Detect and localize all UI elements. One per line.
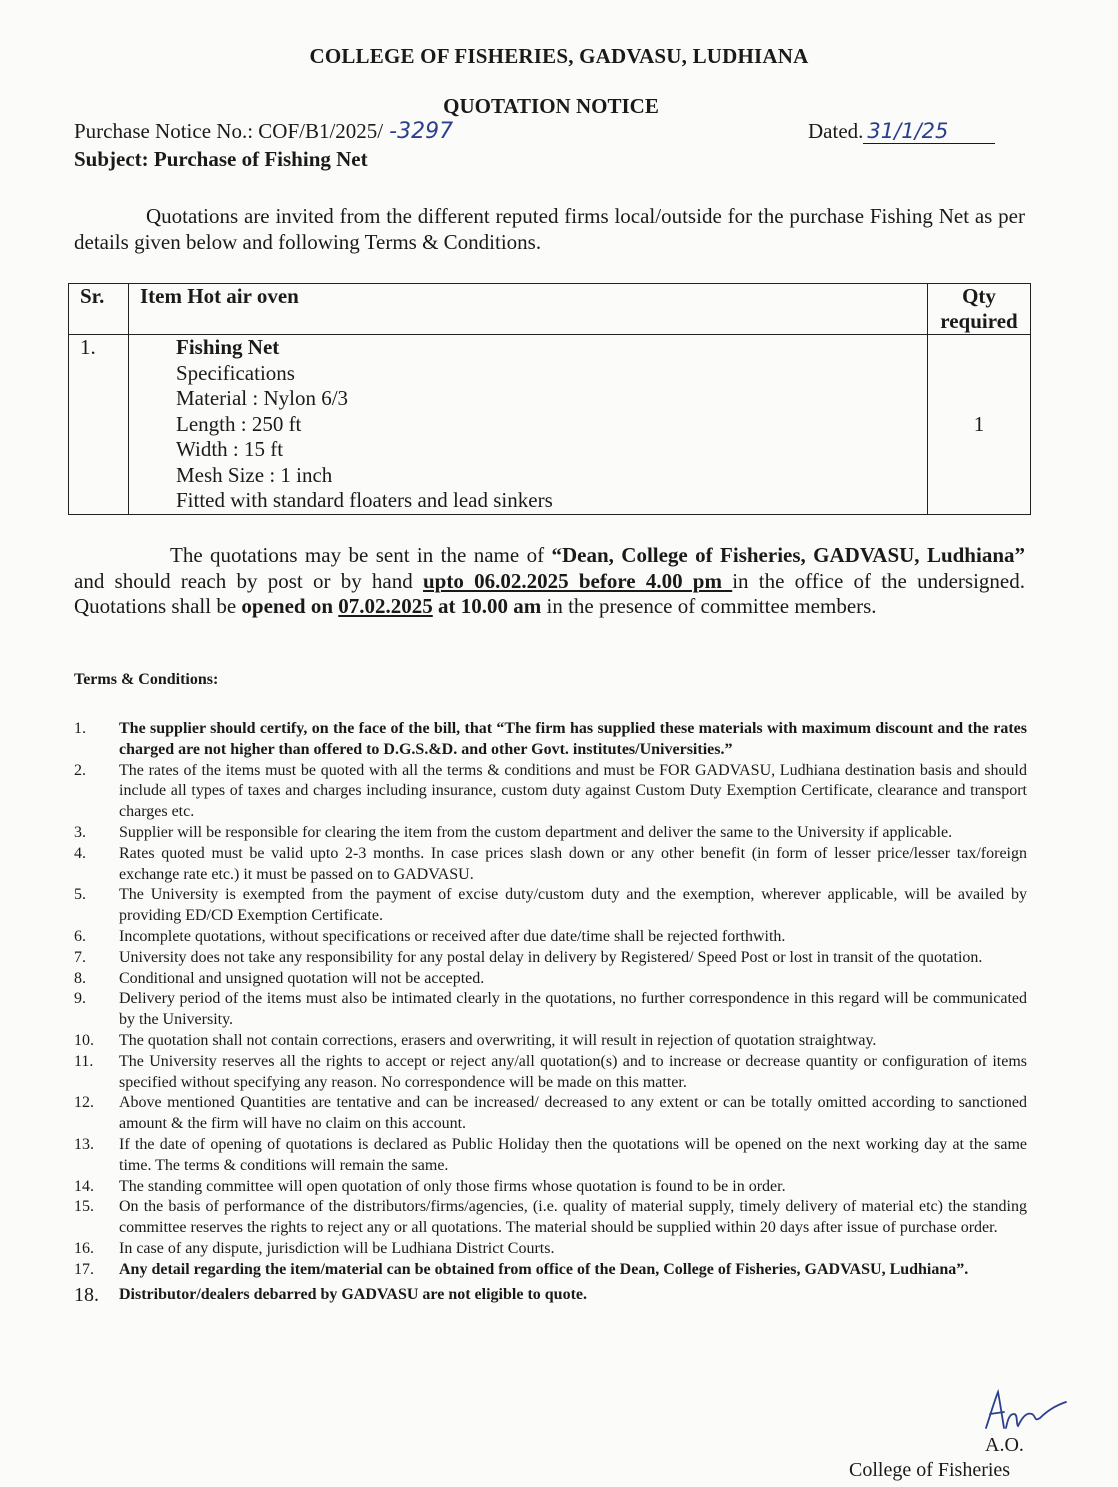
subject-line: Subject: Purchase of Fishing Net (74, 147, 368, 171)
term-item (74, 927, 1027, 948)
college-heading: COLLEGE OF FISHERIES, GADVASU, LUDHIANA (309, 44, 809, 68)
term-text: Distributor/dealers debarred by GADVASU are not eligible to quote. (119, 1285, 587, 1303)
term-number: 10. (74, 1031, 94, 1049)
term-item (74, 1093, 1027, 1135)
term-item (74, 719, 1027, 761)
submission-deadline: upto 06.02.2025 before 4.00 pm (423, 568, 733, 593)
term-text: University does not take any responsibility for any postal delay in delivery by Registered/ Speed Post or lost in transit of the quotation. (119, 948, 983, 966)
term-number: 8. (74, 969, 86, 987)
term-item (74, 1285, 1027, 1306)
term-item (74, 1135, 1027, 1177)
term-item (74, 1260, 1027, 1281)
term-text: The University is exempted from the payment of excise duty/custom duty and the exemption, wherever applicable, will be availed by providing ED/CD Exemption Certificate. (119, 886, 1027, 925)
qty-value: 1 (973, 412, 985, 436)
signature (980, 1388, 1070, 1439)
term-text: Supplier will be responsible for clearing the item from the custom department and deliver the same to the University if applicable. (119, 823, 953, 841)
submission-t3: and should reach by post or by hand (74, 568, 423, 593)
table-row (69, 335, 1031, 515)
term-item (74, 989, 1027, 1031)
term-text: The standing committee will open quotation of only those firms whose quotation is found to be in order. (119, 1177, 786, 1195)
col-header-sr: Sr. (69, 284, 129, 335)
term-text: The quotation shall not contain corrections, erasers and overwriting, it will result in rejection of quotation straightway. (119, 1031, 877, 1049)
term-number: 7. (74, 948, 86, 966)
submission-addressee: “Dean, College of Fisheries, GADVASU, Ludhiana” (551, 543, 1025, 567)
intro-paragraph (74, 203, 1025, 255)
items-table (68, 283, 1031, 515)
term-number: 17. (74, 1260, 94, 1278)
term-item (74, 844, 1027, 886)
cell-item (129, 335, 928, 515)
spec-mesh-size: Mesh Size : 1 inch (176, 462, 333, 487)
notice-title: QUOTATION NOTICE (443, 94, 659, 118)
spec-fittings: Fitted with standard floaters and lead sinkers (176, 488, 553, 512)
item-name: Fishing Net (176, 335, 280, 359)
term-number: 18. (74, 1283, 99, 1306)
term-item (74, 1177, 1027, 1198)
term-item (74, 823, 1027, 844)
term-item (74, 948, 1027, 969)
term-text: Rates quoted must be valid upto 2-3 months. In case prices slash down or any other benefit (in form of lesser price/lesser tax/foreign exchange rate etc.) it must be passed on to GADVASU. (119, 844, 1027, 883)
term-text: Conditional and unsigned quotation will not be accepted. (119, 969, 485, 987)
term-number: 5. (74, 886, 86, 904)
col-header-item: Item Hot air oven (129, 284, 928, 335)
term-number: 14. (74, 1177, 94, 1195)
term-text: The rates of the items must be quoted with all the terms & conditions and must be FOR GADVASU, Ludhiana destination basis and should include all types of taxes and charges including insurance, custom duty against Custom Duty Exemption Certificate, clearance and transport charges etc. (119, 761, 1027, 821)
purchase-notice-label: Purchase Notice No.: COF/B1/2025/ (74, 119, 384, 143)
terms-heading: Terms & Conditions: (74, 671, 219, 688)
handwritten-date: 31/1/25 (863, 119, 995, 144)
spec-material: Material : Nylon 6/3 (176, 386, 349, 410)
date-line (808, 119, 995, 144)
term-text: On the basis of performance of the distributors/firms/agencies, (i.e. quality of material supply, timely delivery of material etc) the standing committee reserves the rights to reject any or all quotations. The material should be supplied within 20 days after issue of purchase order. (119, 1198, 1027, 1237)
term-item (74, 1031, 1027, 1052)
submission-t9: in the presence of committee members. (541, 594, 877, 618)
spec-line: Specifications (176, 360, 295, 385)
signature-scribble (980, 1388, 1070, 1434)
term-text: Incomplete quotations, without specifications or received after due date/time shall be rejected forthwith. (119, 927, 786, 945)
term-number: 2. (74, 761, 86, 779)
term-text: Delivery period of the items must also be intimated clearly in the quotations, no further correspondence in this regard will be communicated by the University. (119, 990, 1027, 1029)
signatory-office: College of Fisheries (849, 1459, 1011, 1481)
table-header-row (69, 284, 1031, 335)
term-number: 3. (74, 823, 86, 841)
term-item (74, 1052, 1027, 1094)
signatory-designation: A.O. (985, 1434, 1024, 1456)
cell-sr: 1. (69, 335, 129, 515)
submission-opening-time: at 10.00 am (432, 594, 542, 618)
dated-label: Dated. (808, 119, 864, 143)
submission-opened-on: opened on (241, 594, 339, 618)
submission-t5: in the office of the undersigned. Quotations shall be (74, 568, 1026, 618)
term-text: The University reserves all the rights to accept or reject any/all quotation(s) and to increase or decrease quantity or configuration of items specified without specifying any reason. No correspondence will be made on this matter. (119, 1052, 1027, 1091)
term-number: 11. (74, 1052, 94, 1070)
col-header-qty (928, 284, 1031, 335)
cell-qty (928, 335, 1031, 515)
term-item (74, 969, 1027, 990)
term-item (74, 1239, 1027, 1260)
term-number: 15. (74, 1198, 94, 1216)
term-item (74, 1197, 1027, 1239)
term-item (74, 761, 1027, 823)
terms-list (74, 719, 1027, 1305)
term-number: 16. (74, 1239, 94, 1257)
handwritten-notice-number: -3297 (389, 119, 454, 144)
col-header-qty-text: Qty required (940, 284, 1018, 333)
submission-t1: The quotations may be sent in the name of (170, 543, 552, 567)
term-number: 4. (74, 844, 86, 862)
term-number: 12. (74, 1094, 94, 1112)
term-number: 9. (74, 990, 86, 1008)
spec-length: Length : 250 ft (176, 411, 302, 436)
submission-opening-date: 07.02.2025 (338, 594, 433, 618)
term-text: The supplier should certify, on the face of the bill, that “The firm has supplied these materials with maximum discount and the rates charged are not higher than offered to D.G.S.&D. and other Govt. institutes/Universities.” (119, 720, 1027, 758)
intro-text: Quotations are invited from the different reputed firms local/outside for the purchase Fishing Net as per details given below and following Terms & Conditions. (74, 204, 1025, 254)
purchase-notice-number (74, 119, 453, 144)
spec-width: Width : 15 ft (176, 437, 284, 461)
term-text: Any detail regarding the item/material can be obtained from office of the Dean, College of Fisheries, GADVASU, Ludhiana”. (119, 1260, 969, 1278)
term-number: 6. (74, 927, 86, 945)
term-text: If the date of opening of quotations is declared as Public Holiday then the quotations will be opened on the next working day at the same time. The terms & conditions will remain the same. (119, 1135, 1027, 1174)
term-text: In case of any dispute, jurisdiction will be Ludhiana District Courts. (119, 1239, 555, 1257)
submission-paragraph (74, 543, 1025, 620)
term-text: Above mentioned Quantities are tentative and can be increased/ decreased to any extent or can be totally omitted according to sanctioned amount & the firm will have no claim on this account. (119, 1094, 1027, 1133)
term-number: 13. (74, 1135, 94, 1153)
term-number: 1. (74, 720, 86, 737)
term-item (74, 885, 1027, 927)
